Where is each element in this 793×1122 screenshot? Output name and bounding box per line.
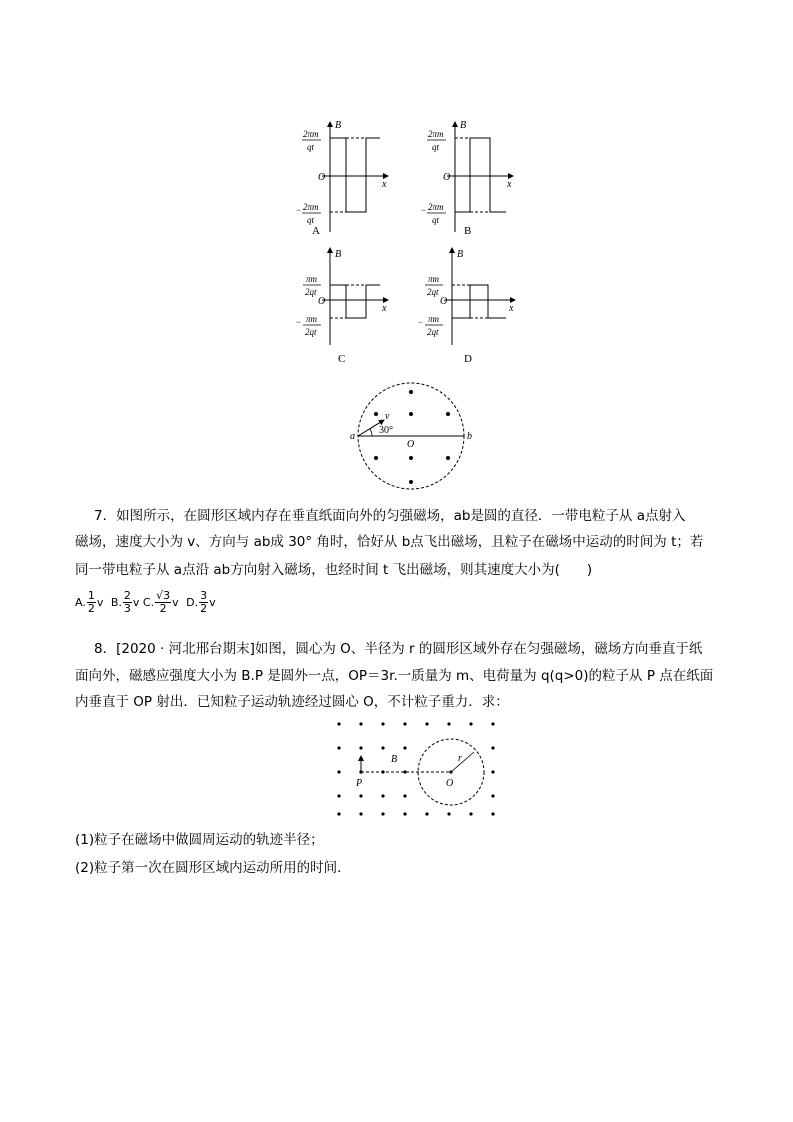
angle-label: 30° (379, 425, 393, 436)
frac-den: 2qt (305, 287, 317, 297)
circle-field-figure (0, 378, 793, 498)
axis-x-label: x (382, 179, 387, 190)
field-dot (359, 794, 362, 797)
field-dot (337, 770, 340, 773)
axis-b-label: B (335, 120, 342, 131)
axis-x-label: x (507, 179, 512, 190)
q7-options (75, 590, 216, 615)
field-dot (381, 812, 384, 815)
axis-x-label: x (509, 303, 514, 314)
option-a-v: v (96, 595, 104, 609)
field-dot (491, 770, 494, 773)
option-a-label: A. (75, 595, 86, 609)
field-b-label: B (391, 754, 398, 765)
origin-label: O (440, 296, 448, 307)
origin-label: O (443, 172, 451, 183)
q7-line-2: 磁场，速度大小为 v、方向与 ab成 30° 角时，恰好从 b点飞出磁场，且粒子在磁场中运动的时间为 t；若 (75, 534, 704, 550)
frac-den: qt (432, 215, 440, 225)
option-c-label: C. (142, 595, 155, 609)
option-a[interactable] (75, 589, 107, 615)
option-d[interactable] (186, 589, 216, 615)
frac-den: 2qt (427, 327, 439, 337)
field-dot (381, 722, 384, 725)
field-dot (403, 722, 406, 725)
field-dot (491, 722, 494, 725)
frac-neg: − (296, 205, 302, 215)
grid-field-figure (0, 712, 793, 822)
q8-sub-1: (1)粒子在磁场中做圆周运动的轨迹半径； (75, 832, 324, 848)
frac-num: 2 (123, 589, 131, 602)
field-dot (381, 794, 384, 797)
frac-num: √3 (156, 589, 171, 602)
frac-neg: − (418, 317, 424, 327)
frac-den: qt (432, 142, 440, 152)
field-dot (469, 812, 472, 815)
field-dot (469, 722, 472, 725)
field-dot (491, 794, 494, 797)
frac-neg: − (421, 205, 427, 215)
option-d-frac (199, 590, 208, 615)
radius-r-label: r (458, 753, 462, 764)
field-dot (447, 722, 450, 725)
center-o-label: O (407, 439, 415, 450)
axis-b-label: B (335, 249, 342, 260)
panel-label-b: B (464, 225, 472, 237)
point-p-label: P (356, 778, 363, 789)
field-dot (425, 722, 428, 725)
frac-den: qt (307, 142, 315, 152)
frac-den: 2qt (305, 327, 317, 337)
field-dot (337, 746, 340, 749)
frac-num: πm (306, 274, 318, 284)
axis-x-label: x (382, 303, 387, 314)
field-dot (359, 812, 362, 815)
field-dot (337, 794, 340, 797)
origin-label: O (318, 296, 326, 307)
frac-num: πm (306, 314, 318, 324)
q8-line-3: 内垂直于 OP 射出．已知粒子运动轨迹经过圆心 O，不计粒子重力．求： (75, 694, 509, 710)
field-dot (447, 812, 450, 815)
panel-label-d: D (464, 353, 472, 365)
frac-num: 1 (87, 589, 95, 602)
axis-b-label: B (457, 249, 464, 260)
q8-sub-2: (2)粒子第一次在圆形区域内运动所用的时间． (75, 860, 351, 876)
option-a-frac (87, 590, 96, 615)
q7-line-3: 同一带电粒子从 a点沿 ab方向射入磁场，也经时间 t 飞出磁场，则其速度大小为( ) (75, 562, 593, 578)
point-b-label: b (467, 431, 472, 442)
bx-graphs-figure (0, 0, 793, 380)
frac-num: 3 (200, 589, 208, 602)
frac-num: 2πm (428, 129, 444, 139)
option-b-label: B. (110, 595, 122, 609)
panel-label-c: C (338, 353, 346, 365)
option-d-label: D. (186, 595, 199, 609)
graph-panel-b (421, 120, 513, 237)
option-c[interactable] (142, 589, 182, 615)
field-dot (359, 746, 362, 749)
point-a-label: a (350, 431, 355, 442)
velocity-label: v (385, 411, 390, 422)
field-dot (403, 746, 406, 749)
field-dot (359, 722, 362, 725)
frac-neg: − (296, 317, 302, 327)
frac-num: 2πm (303, 202, 319, 212)
graph-panel-d (418, 248, 515, 365)
axis-b-label: B (460, 120, 467, 131)
field-dot (403, 812, 406, 815)
frac-den: 2 (87, 602, 95, 615)
option-b[interactable] (110, 589, 143, 615)
frac-den: 2 (159, 602, 167, 615)
graph-panel-c (296, 248, 388, 365)
frac-num: 2πm (303, 129, 319, 139)
frac-num: 2πm (428, 202, 444, 212)
panel-label-a: A (312, 225, 320, 237)
frac-den: 2 (200, 602, 208, 615)
option-b-frac (123, 590, 132, 615)
frac-den: 2qt (427, 287, 439, 297)
q8-line-2: 面向外，磁感应强度大小为 B.P 是圆外一点，OP＝3r.一质量为 m、电荷量为 q(q>0)的粒子从 P 点在纸面 (75, 668, 714, 684)
option-b-v: v (132, 595, 140, 609)
option-c-frac (155, 590, 171, 615)
graph-panel-a (296, 120, 388, 237)
field-dot (381, 746, 384, 749)
frac-den: 3 (123, 602, 131, 615)
frac-num: πm (428, 274, 440, 284)
field-dot (425, 812, 428, 815)
option-d-v: v (209, 595, 216, 609)
field-dot (337, 722, 340, 725)
field-dot (491, 746, 494, 749)
frac-den: qt (307, 215, 315, 225)
field-dot (491, 812, 494, 815)
q8-line-1: 8．[2020 · 河北邢台期末]如图，圆心为 O、半径为 r 的圆形区域外存在匀强磁场，磁场方向垂直于纸 (94, 641, 703, 657)
field-dot (337, 812, 340, 815)
center-o-label: O (446, 778, 454, 789)
option-c-v: v (172, 595, 179, 609)
q7-line-1: 7．如图所示，在圆形区域内存在垂直纸面向外的匀强磁场，ab是圆的直径．一带电粒子从 a点射入 (94, 508, 686, 524)
field-dot (403, 794, 406, 797)
origin-label: O (318, 172, 326, 183)
frac-num: πm (428, 314, 440, 324)
